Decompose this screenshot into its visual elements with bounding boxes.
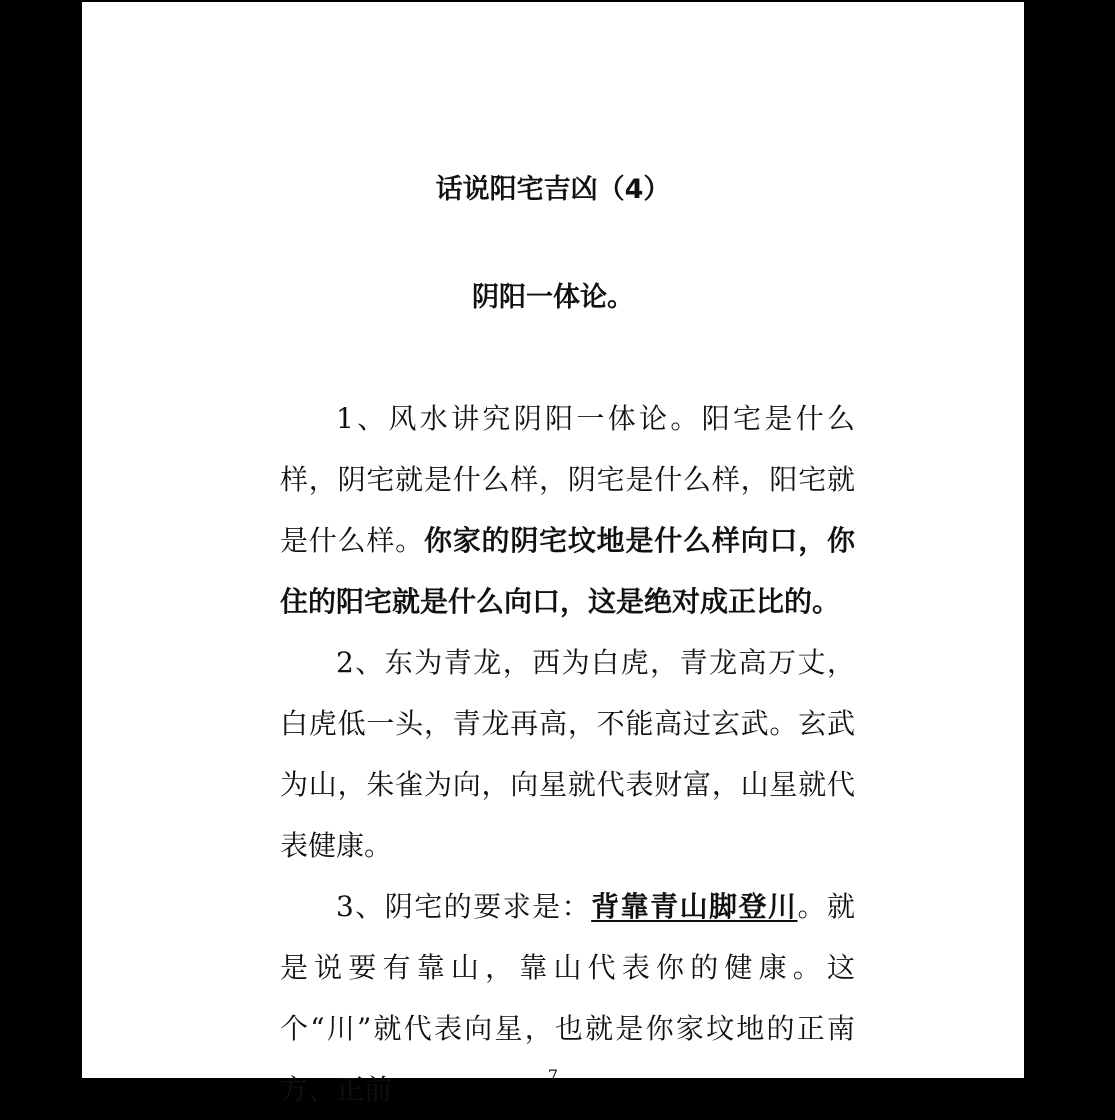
paragraph-2-text: 2、东为青龙，西为白虎，青龙高万丈，白虎低一头，青龙再高，不能高过玄武。玄武为山，朱雀为向，向星就代表财富，山星就代表健康。 (280, 646, 855, 862)
document-title: 话说阳宅吉凶（4） (435, 174, 671, 205)
paragraph-1-bold-text: 你家的阴宅坟地是什么样向口，你住的阳宅就是什么向口，这是绝对成正比的。 (280, 524, 855, 618)
document-body (280, 388, 855, 1120)
document-page (82, 2, 1024, 1106)
paragraph-3-text: 3、阴宅的要求是： (336, 890, 592, 923)
paragraph-3-underlined-phrase: 背靠青山脚登川 (591, 890, 798, 923)
page-number: 7 (547, 1066, 559, 1085)
paragraph-2 (280, 632, 855, 876)
paragraph-1-text: 1、风水讲究阴阳一体论。阳宅是什么样，阴宅就是什么样，阴宅是什么样，阳宅就是什么样。 (280, 402, 855, 557)
paragraph-1 (280, 388, 855, 632)
paragraph-3-text-continued: 。就是说要有靠山，靠山代表你的健康。这个“川”就代表向星，也就是你家坟地的正南方、正前 (280, 890, 855, 1106)
section-heading: 阴阳一体论。 (472, 282, 634, 313)
